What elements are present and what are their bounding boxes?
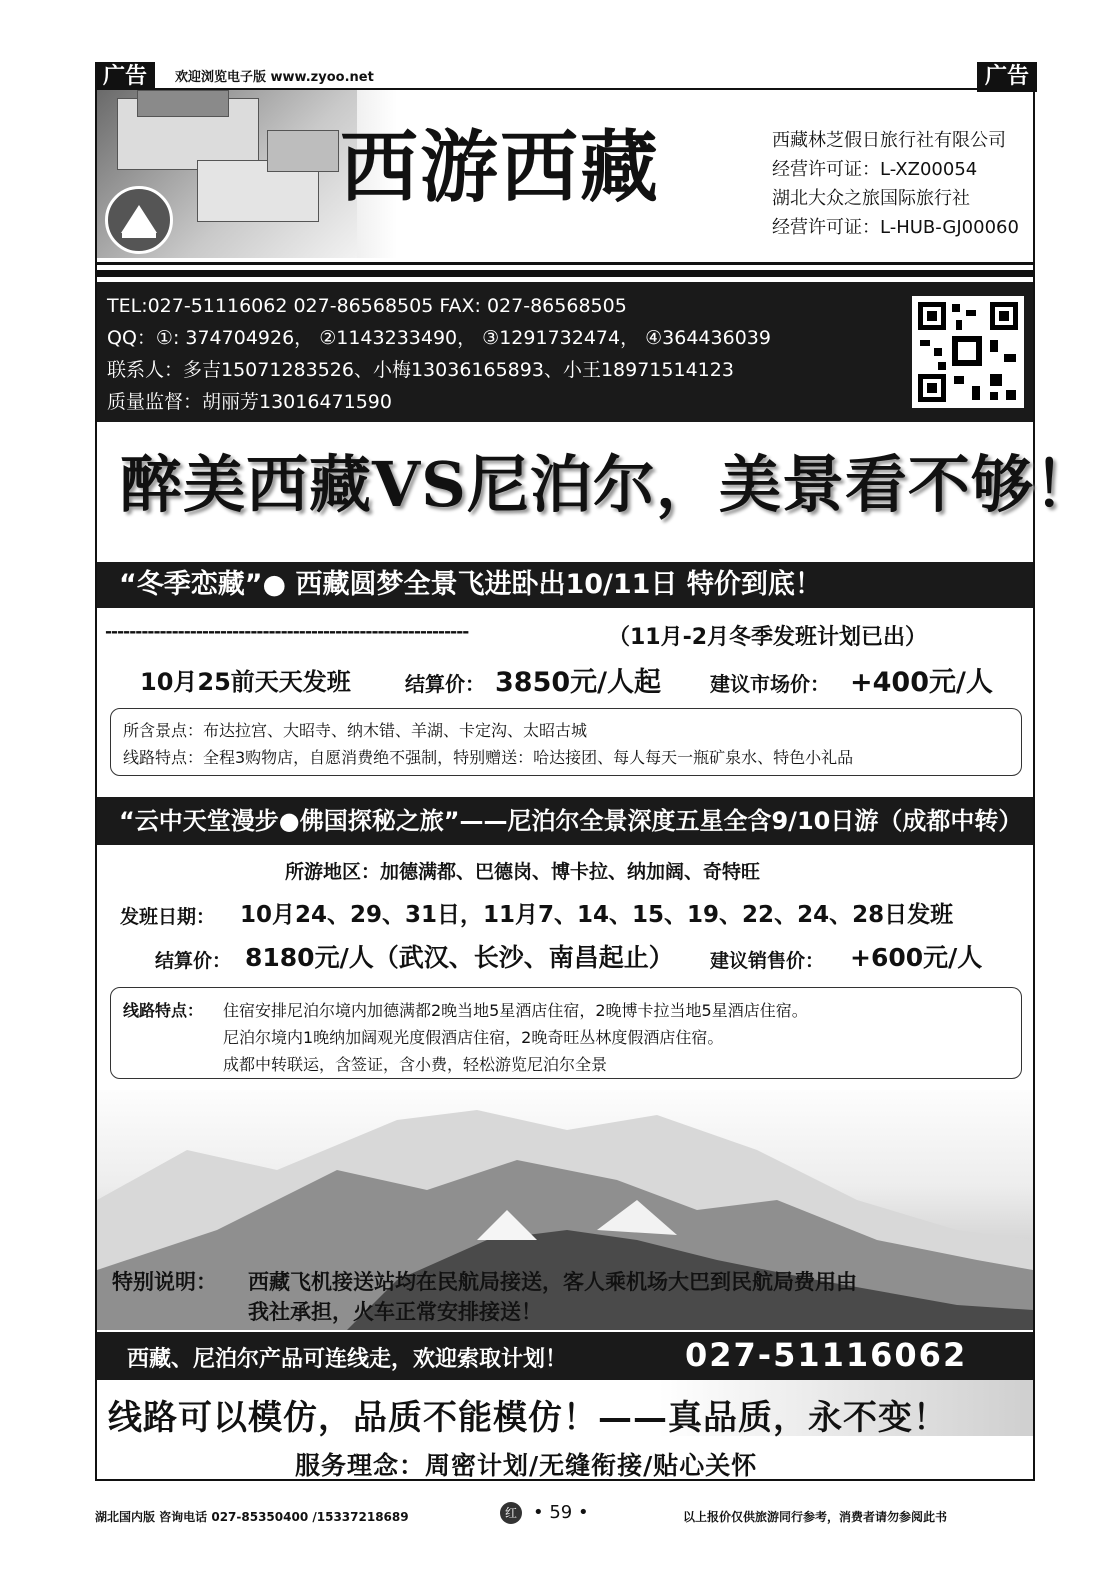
special-label: 特别说明： xyxy=(112,1270,217,1294)
brand-title: 西游西藏 xyxy=(340,122,661,213)
bottom-phone[interactable]: 027-51116062 xyxy=(685,1336,968,1374)
footer-right: 以上报价仅供旅游同行参考，消费者请勿参阅此书 xyxy=(683,1510,948,1524)
special-line-2: 我社承担，火车正常安排接送！ xyxy=(248,1300,542,1324)
main-headline: 醉美西藏VS尼泊尔，美景看不够！ xyxy=(120,448,1097,521)
nepal-areas: 所游地区：加德满都、巴德岗、博卡拉、纳加阔、奇特旺 xyxy=(285,861,761,883)
tibet-info-box xyxy=(110,708,1022,776)
potala-palace-image xyxy=(97,90,357,258)
dashed-divider: ------------------------------------------------------------ xyxy=(105,622,469,642)
company-name-2: 湖北大众之旅国际旅行社 xyxy=(772,188,970,209)
service-philosophy: 服务理念：周密计划/无缝衔接/贴心关怀 xyxy=(295,1451,758,1480)
nepal-price: 8180元/人（武汉、长沙、南昌起止） xyxy=(245,943,674,972)
license-1: 经营许可证：L-XZ00054 xyxy=(772,159,978,180)
page-number: • 59 • xyxy=(533,1502,589,1523)
tibet-spots: 所含景点：布达拉宫、大昭寺、纳木错、羊湖、卡定沟、太昭古城 xyxy=(123,721,588,740)
logo-emblem-icon xyxy=(105,186,173,254)
winter-plan-note: （11月-2月冬季发班计划已出） xyxy=(608,625,928,650)
nepal-sale-price: +600元/人 xyxy=(850,943,983,972)
nepal-feat-1: 住宿安排尼泊尔境内加德满都2晚当地5星酒店住宿，2晚博卡拉当地5星酒店住宿。 xyxy=(223,1001,808,1020)
tibet-price: 3850元/人起 xyxy=(495,667,662,698)
nepal-sale-label: 建议销售价： xyxy=(710,950,825,972)
contact-persons[interactable]: 联系人：多吉15071283526、小梅13036165893、小王18971514123 xyxy=(107,359,734,381)
tibet-market-price: +400元/人 xyxy=(850,667,993,698)
ad-tag-left: 广告 xyxy=(95,62,155,92)
contact-quality[interactable]: 质量监督：胡丽芳13016471590 xyxy=(107,391,392,413)
tibet-features: 线路特点：全程3购物店，自愿消费绝不强制，特别赠送：哈达接团、每人每天一瓶矿泉水、特色小礼品 xyxy=(123,748,854,767)
footer-badge-icon: 红 xyxy=(500,1502,522,1524)
footer-left: 湖北国内版 咨询电话 027-85350400 /15337218689 xyxy=(95,1510,409,1524)
nepal-dates: 10月24、29、31日，11月7、14、15、19、22、24、28日发班 xyxy=(240,902,954,928)
nepal-dates-label: 发班日期： xyxy=(120,906,216,928)
tibet-price-label: 结算价： xyxy=(405,672,485,696)
nepal-feat-2: 尼泊尔境内1晚纳加阔观光度假酒店住宿，2晚奇旺丛林度假酒店住宿。 xyxy=(223,1028,724,1047)
nepal-price-label: 结算价： xyxy=(155,950,232,972)
nepal-banner: “云中天堂漫步●佛国探秘之旅”——尼泊尔全景深度五星全含9/10日游（成都中转） xyxy=(119,807,1023,835)
license-2: 经营许可证：L-HUB-GJ00060 xyxy=(772,217,1019,238)
nepal-feat-3: 成都中转联运，含签证，含小费，轻松游览尼泊尔全景 xyxy=(223,1055,608,1074)
slogan: 线路可以模仿，品质不能模仿！——真品质，永不变！ xyxy=(108,1398,948,1438)
contact-tel[interactable]: TEL:027-51116062 027-86568505 FAX: 027-86568505 xyxy=(107,295,627,317)
tibet-banner: “冬季恋藏”● 西藏圆梦全景飞进卧出10/11日 特价到底！ xyxy=(119,569,822,600)
special-line-1: 西藏飞机接送站均在民航局接送，客人乘机场大巴到民航局费用由 xyxy=(248,1270,857,1294)
tibet-market-label: 建议市场价： xyxy=(710,672,830,696)
qr-code-icon[interactable] xyxy=(912,296,1024,408)
bottom-banner-text: 西藏、尼泊尔产品可连线走，欢迎索取计划！ xyxy=(127,1347,568,1372)
tibet-depart: 10月25前天天发班 xyxy=(140,668,351,696)
contact-panel xyxy=(97,282,1033,422)
bottom-banner xyxy=(97,1332,1033,1380)
company-name-1: 西藏林芝假日旅行社有限公司 xyxy=(772,130,1006,151)
nepal-info-box xyxy=(110,987,1022,1079)
welcome-text[interactable]: 欢迎浏览电子版 www.zyoo.net xyxy=(175,70,374,85)
contact-qq[interactable]: QQ：①: 374704926， ②1143233490， ③1291732474， ④364436039 xyxy=(107,327,771,349)
ad-tag-right: 广告 xyxy=(977,62,1037,92)
nepal-feat-label: 线路特点： xyxy=(123,1001,204,1020)
